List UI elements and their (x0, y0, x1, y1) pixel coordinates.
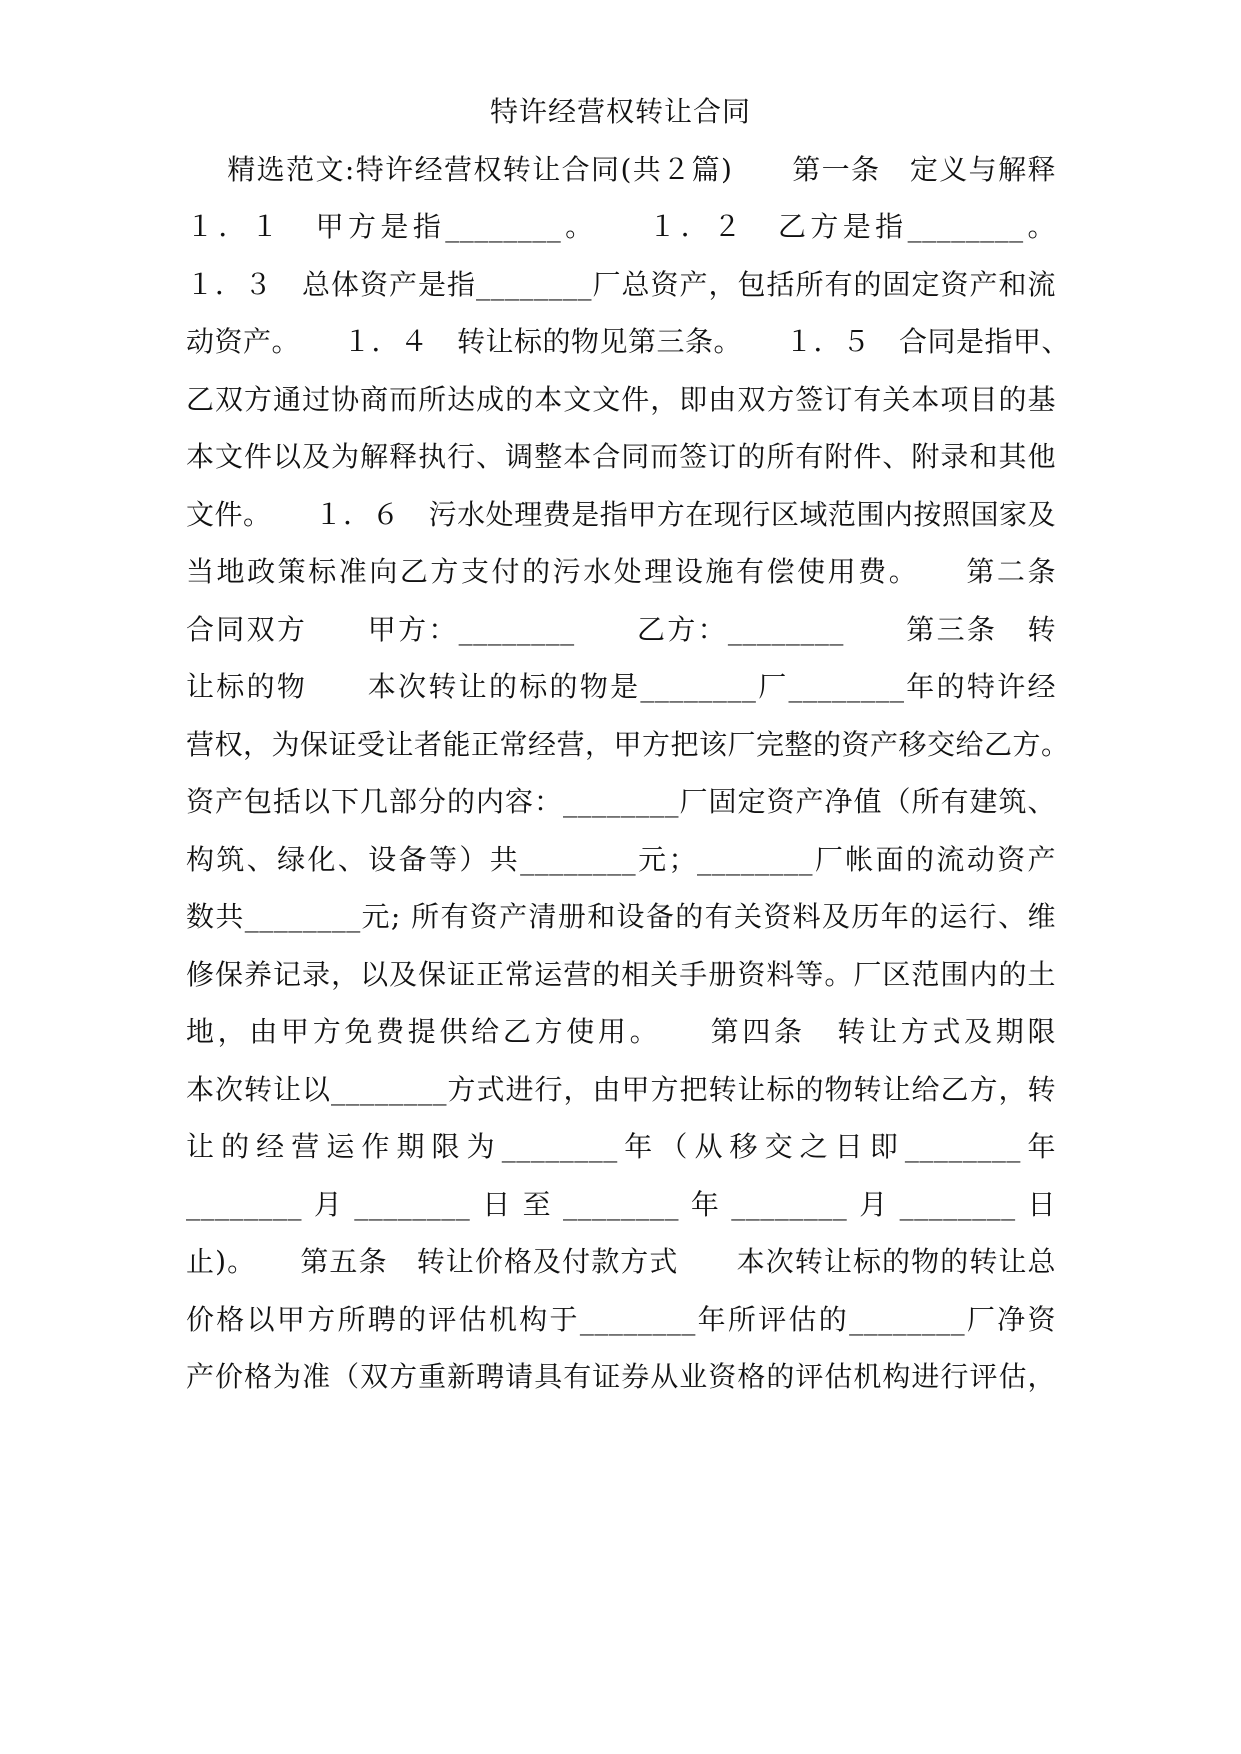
document-title: 特许经营权转让合同 (489, 95, 751, 128)
body-line: 本文件以及为解释执行、调整本合同而签订的所有附件、附录和其他 (186, 440, 1056, 473)
body-line: 文件。 １．６ 污水处理费是指甲方在现行区域范围内按照国家及 (186, 498, 1056, 531)
body-line: 乙双方通过协商而所达成的本文文件，即由双方签订有关本项目的基 (186, 383, 1056, 416)
body-line: 当地政策标准向乙方支付的污水处理设施有偿使用费。 第二条 (186, 555, 1056, 588)
body-line: 构筑、绿化、设备等）共________元；________厂帐面的流动资产 (186, 843, 1056, 876)
body-line: 本次转让以________方式进行，由甲方把转让标的物转让给乙方，转 (186, 1073, 1056, 1106)
body-line: 合同双方 甲方：________ 乙方：________ 第三条 转 (186, 613, 1056, 646)
body-line: 修保养记录，以及保证正常运营的相关手册资料等。厂区范围内的土 (186, 958, 1056, 991)
body-line: 精选范文:特许经营权转让合同(共２篇) 第一条 定义与解释 (186, 153, 1056, 186)
body-line: 让标的物 本次转让的标的物是________厂________年的特许经 (186, 670, 1056, 703)
body-line: 价格以甲方所聘的评估机构于________年所评估的________厂净资 (186, 1303, 1056, 1336)
body-line: 产价格为准（双方重新聘请具有证券从业资格的评估机构进行评估， (186, 1360, 1056, 1393)
body-line: 数共________元; 所有资产清册和设备的有关资料及历年的运行、维 (186, 900, 1056, 933)
body-line: ________月________日至________年________月________日 (186, 1188, 1056, 1221)
body-line: 让的经营运作期限为________年（从移交之日即________年 (186, 1130, 1056, 1163)
body-line: 地，由甲方免费提供给乙方使用。 第四条 转让方式及期限 (186, 1015, 1056, 1048)
body-line: １．１ 甲方是指________。 １．２ 乙方是指________。 (186, 210, 1056, 243)
body-line: 动资产。 １．４ 转让标的物见第三条。 １．５ 合同是指甲、 (186, 325, 1071, 358)
body-line: 资产包括以下几部分的内容：________厂固定资产净值（所有建筑、 (186, 785, 1056, 818)
body-line: １．３ 总体资产是指________厂总资产，包括所有的固定资产和流 (186, 268, 1056, 301)
body-line: 止)。 第五条 转让价格及付款方式 本次转让标的物的转让总 (186, 1245, 1056, 1278)
body-line: 营权，为保证受让者能正常经营，甲方把该厂完整的资产移交给乙方。 (186, 728, 1070, 761)
